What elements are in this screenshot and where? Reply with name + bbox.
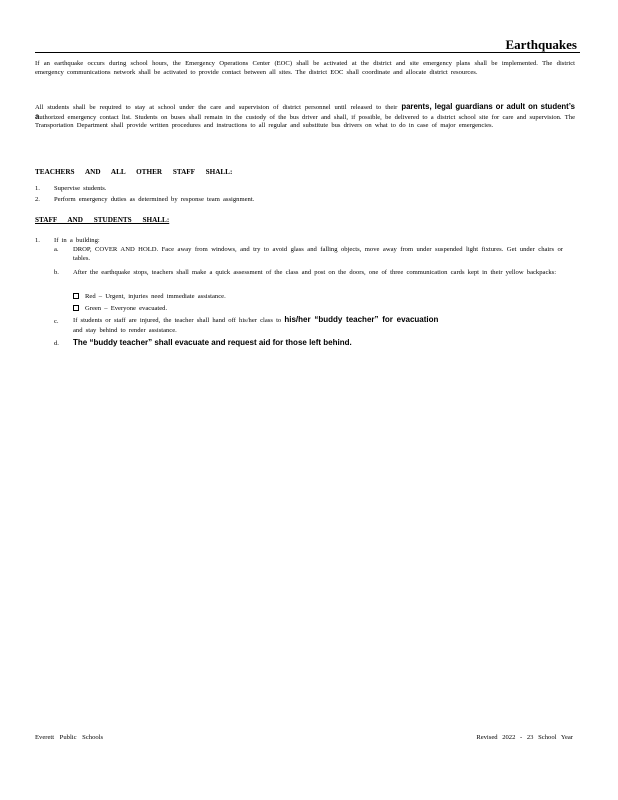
card-red [73, 293, 226, 302]
checkbox-icon [73, 305, 79, 311]
title-rule [35, 52, 580, 53]
checkbox-icon [73, 293, 79, 299]
staff-item-d-letter: d. [54, 340, 59, 347]
staff-item-c-start: If students or staff are injured, the teacher shall hand off his/her class to [73, 317, 282, 324]
footer-left: Everett Public Schools [35, 734, 104, 741]
page-title: Earthquakes [505, 37, 577, 52]
teachers-heading: TEACHERS AND ALL OTHER STAFF SHALL: [35, 168, 233, 176]
staff-item-1-number: 1. [35, 237, 40, 244]
staff-item-a: DROP, COVER AND HOLD. Face away from windows, and try to avoid glass and falling objects, move away from under suspended light fixtures. Get under chairs or tables. [73, 246, 563, 262]
staff-item-c-continued: and stay behind to render assistance. [73, 327, 177, 334]
staff-item-c-letter: c. [54, 318, 59, 325]
footer-right: Revised 2022 - 23 School Year [476, 734, 573, 741]
staff-item-b-letter: b. [54, 269, 59, 276]
intro-paragraph-1: If an earthquake occurs during school hours, the Emergency Operations Center (EOC) shall be activated at the district and site emergency plans shall be implemented. The district emergency communications network shall be activated to provide contact between all sites. The district EOC shall coordinate and allocate district resources. [35, 60, 575, 76]
card-green-label: Green – Everyone evacuated. [85, 305, 168, 312]
teachers-item-2: Perform emergency duties as determined by response team assignment. [54, 196, 255, 203]
intro-paragraph-2 [35, 103, 575, 131]
intro-paragraph-2-start: All students shall be required to stay at school under the care and supervision of district personnel until released to their [35, 104, 398, 111]
card-red-label: Red – Urgent, injuries need immediate assistance. [85, 293, 226, 300]
staff-heading: STAFF AND STUDENTS SHALL: [35, 216, 170, 224]
staff-item-a-letter: a. [54, 246, 59, 253]
staff-item-c [73, 316, 438, 326]
staff-item-b: After the earthquake stops, teachers shall make a quick assessment of the class and post on the doors, one of three communication cards kept in their yellow backpacks: [73, 269, 557, 276]
teachers-item-2-number: 2. [35, 196, 40, 203]
intro-paragraph-2-end: uthorized emergency contact list. Students on buses shall remain in the custody of the bus driver and shall, if possible, be delivered to a district school site for care and supervision. The Transportation Department shall provide written procedures and instructions to all regular and substitute bus drivers on what to do in case of major emergencies. [35, 113, 575, 130]
staff-item-1: If in a building: [54, 237, 100, 244]
staff-item-d: The “buddy teacher” shall evacuate and request aid for those left behind. [73, 338, 352, 347]
intro-paragraph-2-emphasis: parents, legal guardians or adult on student’s a [35, 102, 575, 121]
teachers-item-1-number: 1. [35, 185, 40, 192]
staff-item-c-emphasis: his/her “buddy teacher” for evacuation [284, 315, 439, 324]
card-green [73, 305, 167, 314]
teachers-item-1: Supervise students. [54, 185, 107, 192]
